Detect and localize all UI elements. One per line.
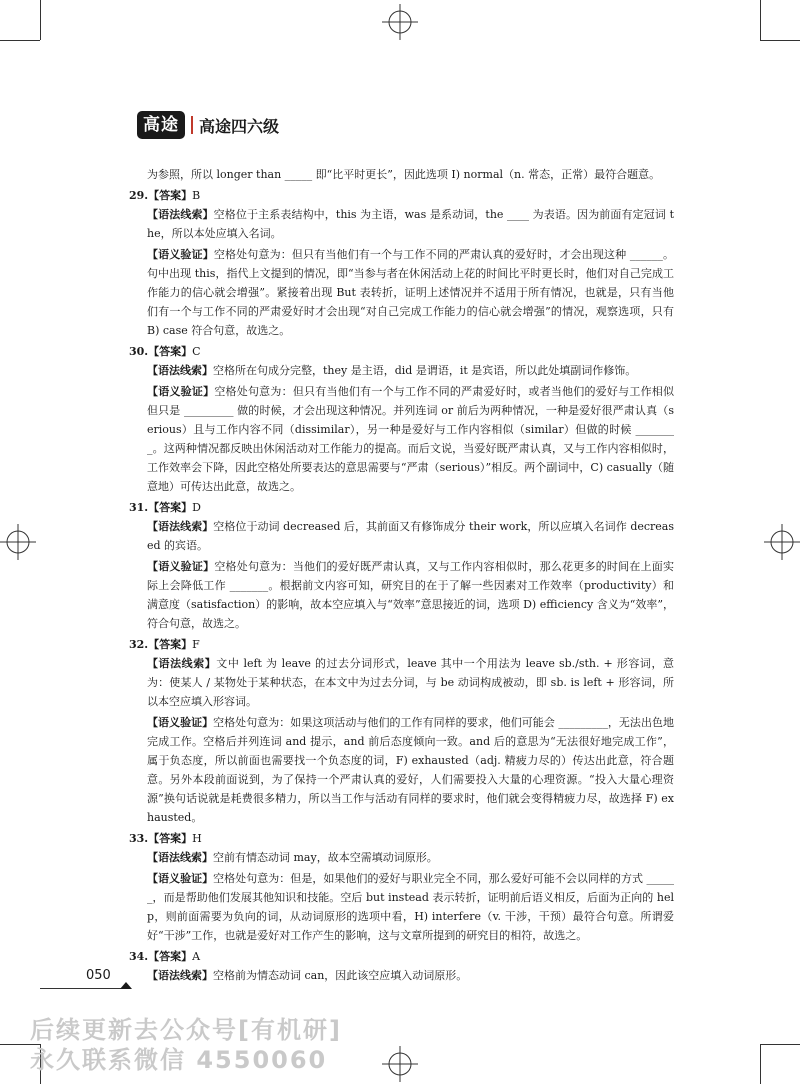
answer-tag: 【答案】 [148,345,193,358]
answer-letter: C [192,345,201,358]
crop-mark [40,0,41,40]
para-label: 【语义验证】 [147,385,215,398]
para-label: 【语义验证】 [147,560,215,573]
answer-item-30 [129,342,674,496]
para-label: 【语法线索】 [147,208,214,221]
grammar-clue [147,966,674,985]
para-label: 【语义验证】 [147,716,214,729]
answer-item-31 [129,498,674,633]
para-text: 空格前为情态动词 can，因此该空应填入动词原形。 [213,969,468,982]
question-number: 30. [129,345,149,358]
crop-mark [760,0,761,40]
crop-mark [760,1044,761,1084]
para-text: 空格处句意为：当他们的爱好既严肃认真，又与工作内容相似时，那么花更多的时间在上面实际上会降低工作 _______。根据前文内容可知，研究目的在于了解一些因素对工作效率（productivity）和满意度（satisfaction）的影响，故本空应填入与“效率”意思接近的词，选项 D) efficiency 含义为“效率”，符合句意，故选之。 [147,560,675,630]
registration-mark-icon [764,524,800,560]
para-text: 空格处句意为：但只有当他们有一个与工作不同的严肃认真的爱好时，才会出现这种 ______。句中出现 this，指代上文提到的情况，即“当参与者在休闲活动上花的时间比平时更长时，他们对自己完成工作能力的信心就会增强”。紧接着出现 But 表转折，证明上述情况并不适用于所有情况，也就是，只有当他们有一个与工作不同的严肃爱好时才会出现“对自己完成工作能力的信心就会增强”的情况，观察选项，只有 B) case 符合句意，故选之。 [147,248,675,337]
semantic-check [147,245,674,340]
answer-letter: D [192,501,201,514]
question-number: 29. [129,189,149,202]
answer-item-33 [129,829,674,945]
grammar-clue [147,205,674,243]
registration-mark-icon [0,524,36,560]
grammar-clue [147,361,674,380]
para-text: 空格处句意为：但是，如果他们的爱好与职业完全不同，那么爱好可能不会以同样的方式 ______，而是帮助他们发展其他知识和技能。空后 but instead 表示转折，证明前后语义相反，后面为正向的 help，则前面需要为负向的词，从动词原形的选项中看，H) interfere（v. 干涉，干预）最符合句意。所谓爱好“干涉”工作，也就是爱好对工作产生的影响，这与文章所提到的研究目的相符，故选之。 [147,872,675,942]
answer-letter: F [192,638,200,651]
answer-line [129,829,674,848]
answer-line [129,498,674,517]
para-text: 空格处句意为：但只有当他们有一个与工作不同的严肃爱好时，或者当他们的爱好与工作相似但只是 _________ 做的时候，才会出现这种情况。并列连词 or 前后为两种情况，一种是爱好很严肃认真（serious）且与工作内容不同（dissimilar），另一种是爱好与工作内容相似（similar）但做的时候 ________。这两种情况都反映出休闲活动对工作能力的提高。而后文说，当爱好既严肃认真，又与工作内容相似时，工作效率会下降，因此空格处所要表达的意思需要与“严肃（serious）”相反。两个副词中，C) casually（随意地）可传达出此意，故选之。 [147,385,675,493]
answer-letter: H [192,832,202,845]
answer-line [129,947,674,966]
para-label: 【语义验证】 [147,872,214,885]
answer-tag: 【答案】 [148,501,193,514]
watermark-line-1: 后续更新去公众号[有机研] [30,1016,342,1044]
question-number: 33. [129,832,149,845]
answer-explanations [129,165,674,987]
para-label: 【语法线索】 [147,364,213,377]
para-text: 空前有情态动词 may，故本空需填动词原形。 [213,851,438,864]
para-text: 文中 left 为 leave 的过去分词形式，leave 其中一个用法为 leave sb./sth. + 形容词，意为：使某人 / 某物处于某种状态，在本文中为过去分词，与 be 动词构成被动，即 sb. is left + 形容词，所以本空应填入形容词。 [147,657,674,708]
header-divider [191,116,193,134]
question-number: 34. [129,950,149,963]
intro-line: 为参照，所以 longer than _____ 即“比平时更长”，因此选项 I) normal（n. 常态，正常）最符合题意。 [147,168,661,181]
answer-line [129,342,674,361]
crop-mark [760,1044,800,1045]
para-text: 空格位于动词 decreased 后，其前面又有修饰成分 their work，所以应填入名词作 decreased 的宾语。 [147,520,675,552]
grammar-clue [147,517,674,555]
answer-line [129,635,674,654]
semantic-check [147,869,674,945]
semantic-check [147,713,674,827]
answer-item-34 [129,947,674,985]
footer-rule [40,988,128,989]
para-label: 【语法线索】 [147,657,217,670]
page-number: 050 [86,968,111,983]
para-text: 空格位于主系表结构中，this 为主语，was 是系动词，the ____ 为表语。因为前面有定冠词 the，所以本处应填入名词。 [147,208,675,240]
crop-mark [760,40,800,41]
para-label: 【语法线索】 [147,851,213,864]
page-header [137,110,279,140]
semantic-check [147,557,674,633]
crop-mark [0,40,40,41]
para-text: 空格处句意为：如果这项活动与他们的工作有同样的要求，他们可能会 _________，无法出色地完成工作。空格后并列连词 and 提示，and 前后态度倾向一致。and 后的意思为“无法很好地完成工作”，属于负态度，所以前面也需要找一个负态度的词，F) exhausted（adj. 精疲力尽的）传达出此意，符合题意。另外本段前面说到，为了保持一个严肃认真的爱好，人们需要投入大量的心理资源。“投入大量心理资源”换句话说就是耗费很多精力，所以当工作与活动有同样的要求时，他们就会变得精疲力尽，故选择 F) exhausted。 [147,716,674,824]
grammar-clue [147,654,674,711]
answer-tag: 【答案】 [148,638,193,651]
para-text: 空格所在句成分完整，they 是主语，did 是谓语，it 是宾语，所以此处填副词作修饰。 [213,364,637,377]
para-label: 【语法线索】 [147,969,213,982]
semantic-check [147,382,674,496]
answer-item-29 [129,186,674,340]
answer-tag: 【答案】 [148,832,193,845]
answer-letter: B [192,189,201,202]
registration-mark-icon [382,1046,418,1082]
para-label: 【语义验证】 [147,248,214,261]
question-number: 31. [129,501,149,514]
grammar-clue [147,848,674,867]
triangle-icon [120,982,132,989]
question-number: 32. [129,638,149,651]
watermark-line-2: 永久联系微信 4550060 [30,1046,328,1074]
brand-logo: 高途 [137,111,185,139]
answer-letter: A [192,950,201,963]
answer-tag: 【答案】 [148,189,193,202]
header-title: 高途四六级 [199,116,280,136]
para-label: 【语法线索】 [147,520,214,533]
answer-tag: 【答案】 [148,950,193,963]
answer-item-32 [129,635,674,827]
answer-line [129,186,674,205]
registration-mark-icon [382,4,418,40]
